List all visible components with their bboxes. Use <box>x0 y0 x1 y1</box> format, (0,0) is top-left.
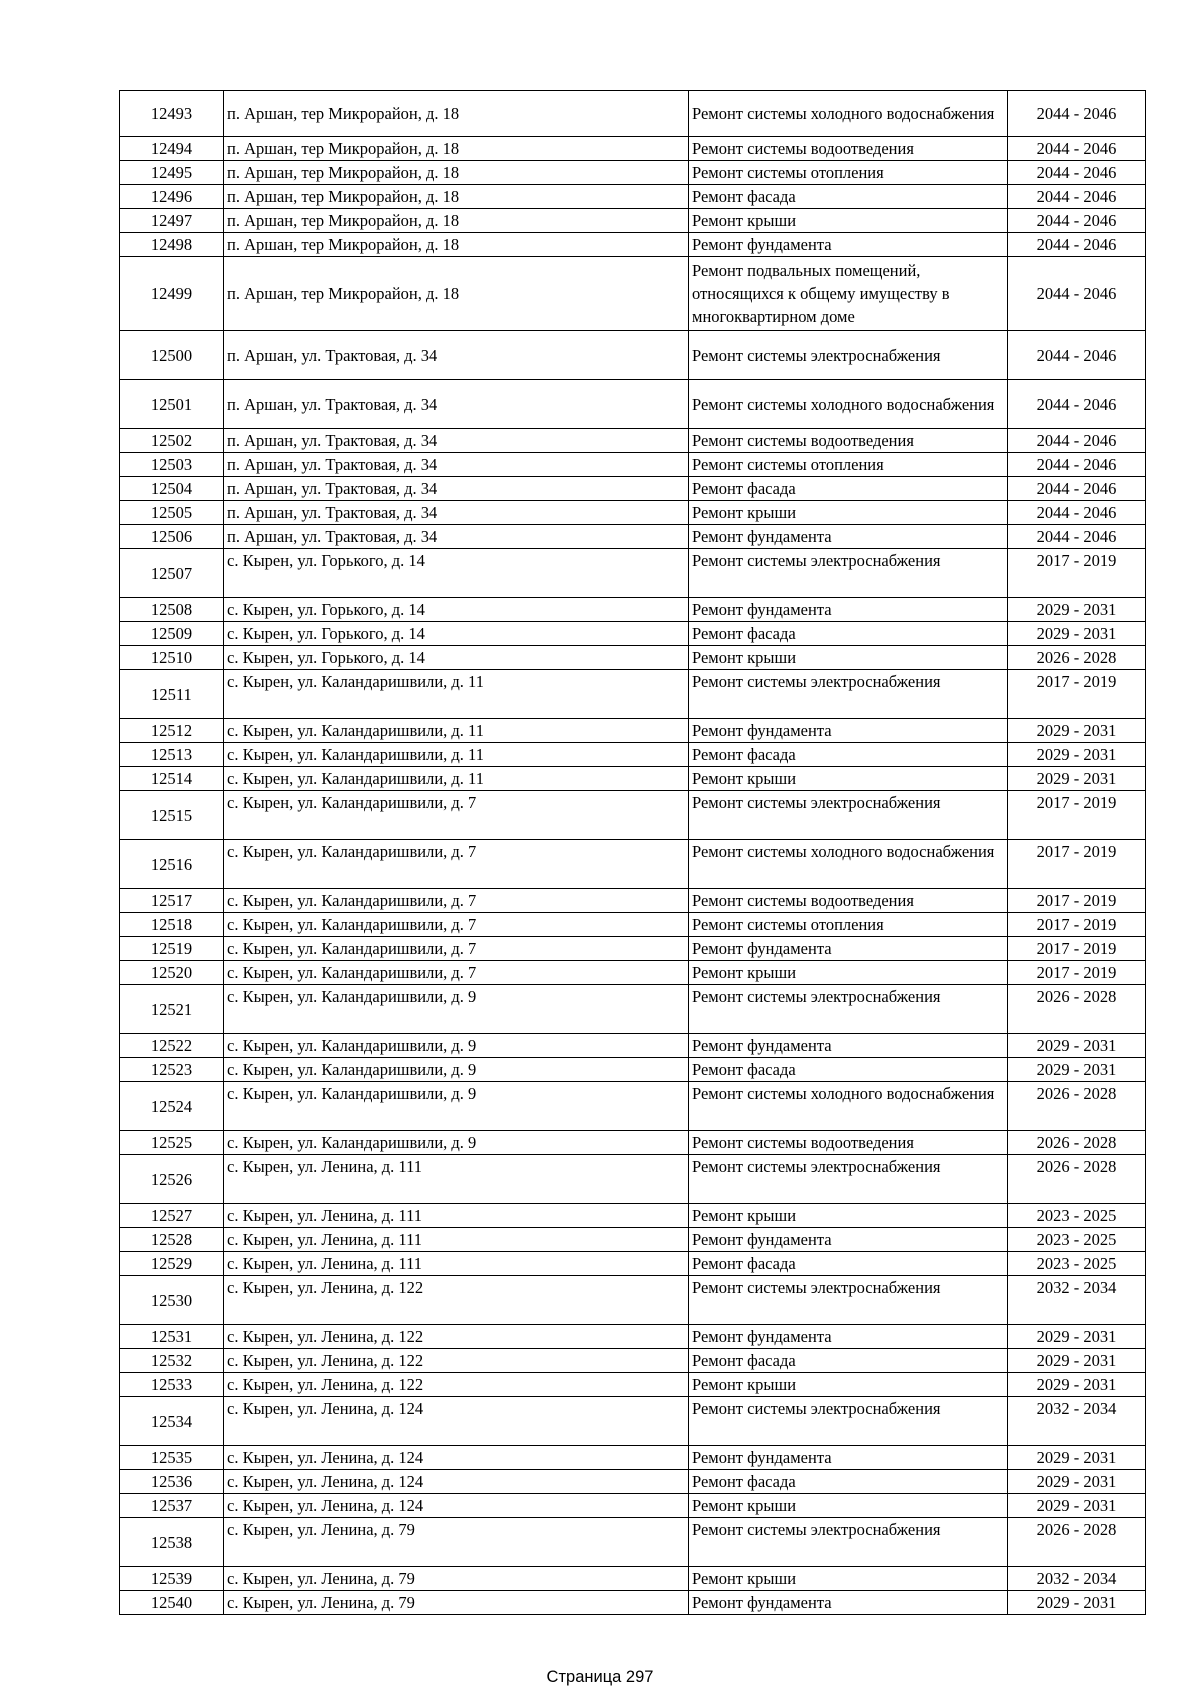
row-period: 2029 - 2031 <box>1008 1494 1146 1518</box>
row-period: 2044 - 2046 <box>1008 380 1146 429</box>
row-period: 2029 - 2031 <box>1008 598 1146 622</box>
row-address: с. Кырен, ул. Каландаришвили, д. 7 <box>224 840 689 889</box>
row-work-type: Ремонт фундамента <box>689 1446 1008 1470</box>
table-row <box>120 209 1146 233</box>
row-period: 2044 - 2046 <box>1008 209 1146 233</box>
row-number: 12538 <box>120 1518 224 1567</box>
row-work-type: Ремонт крыши <box>689 501 1008 525</box>
row-work-type: Ремонт фасада <box>689 1470 1008 1494</box>
row-address: с. Кырен, ул. Каландаришвили, д. 11 <box>224 743 689 767</box>
table-row <box>120 1567 1146 1591</box>
row-number: 12539 <box>120 1567 224 1591</box>
table-row <box>120 1325 1146 1349</box>
table-row <box>120 646 1146 670</box>
row-address: п. Аршан, ул. Трактовая, д. 34 <box>224 477 689 501</box>
row-work-type: Ремонт системы водоотведения <box>689 889 1008 913</box>
table-row <box>120 549 1146 598</box>
works-table <box>119 90 1146 1615</box>
row-work-type: Ремонт крыши <box>689 767 1008 791</box>
table-row <box>120 257 1146 331</box>
row-number: 12518 <box>120 913 224 937</box>
row-address: с. Кырен, ул. Каландаришвили, д. 7 <box>224 889 689 913</box>
row-address: с. Кырен, ул. Ленина, д. 124 <box>224 1446 689 1470</box>
table-row <box>120 1373 1146 1397</box>
table-row <box>120 477 1146 501</box>
row-work-type: Ремонт системы электроснабжения <box>689 791 1008 840</box>
row-work-type: Ремонт системы электроснабжения <box>689 1276 1008 1325</box>
row-number: 12540 <box>120 1591 224 1615</box>
row-work-type: Ремонт крыши <box>689 646 1008 670</box>
works-table-body <box>120 91 1146 1615</box>
table-row <box>120 91 1146 137</box>
table-row <box>120 331 1146 380</box>
row-number: 12505 <box>120 501 224 525</box>
row-work-type: Ремонт системы холодного водоснабжения <box>689 840 1008 889</box>
row-address: с. Кырен, ул. Ленина, д. 111 <box>224 1228 689 1252</box>
row-period: 2044 - 2046 <box>1008 429 1146 453</box>
row-address: п. Аршан, ул. Трактовая, д. 34 <box>224 501 689 525</box>
row-period: 2029 - 2031 <box>1008 1349 1146 1373</box>
table-row <box>120 743 1146 767</box>
row-period: 2017 - 2019 <box>1008 961 1146 985</box>
row-period: 2029 - 2031 <box>1008 1058 1146 1082</box>
row-period: 2017 - 2019 <box>1008 889 1146 913</box>
table-row <box>120 1034 1146 1058</box>
row-period: 2029 - 2031 <box>1008 743 1146 767</box>
row-address: п. Аршан, ул. Трактовая, д. 34 <box>224 453 689 477</box>
row-number: 12493 <box>120 91 224 137</box>
row-number: 12520 <box>120 961 224 985</box>
row-address: с. Кырен, ул. Горького, д. 14 <box>224 549 689 598</box>
row-period: 2029 - 2031 <box>1008 622 1146 646</box>
row-period: 2044 - 2046 <box>1008 91 1146 137</box>
table-row <box>120 1397 1146 1446</box>
row-work-type: Ремонт системы холодного водоснабжения <box>689 91 1008 137</box>
table-row <box>120 380 1146 429</box>
row-work-type: Ремонт крыши <box>689 209 1008 233</box>
row-number: 12502 <box>120 429 224 453</box>
table-row <box>120 161 1146 185</box>
row-number: 12498 <box>120 233 224 257</box>
row-number: 12497 <box>120 209 224 233</box>
table-row <box>120 889 1146 913</box>
table-row <box>120 1058 1146 1082</box>
row-number: 12513 <box>120 743 224 767</box>
row-period: 2017 - 2019 <box>1008 913 1146 937</box>
row-period: 2032 - 2034 <box>1008 1276 1146 1325</box>
row-work-type: Ремонт фасада <box>689 1252 1008 1276</box>
row-work-type: Ремонт системы водоотведения <box>689 1131 1008 1155</box>
table-row <box>120 1082 1146 1131</box>
row-period: 2029 - 2031 <box>1008 1034 1146 1058</box>
row-address: с. Кырен, ул. Горького, д. 14 <box>224 622 689 646</box>
row-period: 2026 - 2028 <box>1008 1131 1146 1155</box>
table-row <box>120 1276 1146 1325</box>
table-row <box>120 670 1146 719</box>
table-row <box>120 913 1146 937</box>
row-number: 12510 <box>120 646 224 670</box>
row-number: 12516 <box>120 840 224 889</box>
row-period: 2044 - 2046 <box>1008 233 1146 257</box>
table-row <box>120 622 1146 646</box>
row-number: 12523 <box>120 1058 224 1082</box>
row-address: с. Кырен, ул. Ленина, д. 124 <box>224 1470 689 1494</box>
row-work-type: Ремонт крыши <box>689 1373 1008 1397</box>
row-work-type: Ремонт фундамента <box>689 719 1008 743</box>
row-period: 2044 - 2046 <box>1008 501 1146 525</box>
row-work-type: Ремонт фундамента <box>689 525 1008 549</box>
row-period: 2044 - 2046 <box>1008 477 1146 501</box>
row-work-type: Ремонт фасада <box>689 477 1008 501</box>
row-number: 12499 <box>120 257 224 331</box>
row-address: с. Кырен, ул. Каландаришвили, д. 7 <box>224 961 689 985</box>
row-number: 12525 <box>120 1131 224 1155</box>
row-number: 12526 <box>120 1155 224 1204</box>
row-work-type: Ремонт фасада <box>689 1349 1008 1373</box>
row-period: 2026 - 2028 <box>1008 1155 1146 1204</box>
row-period: 2029 - 2031 <box>1008 767 1146 791</box>
row-number: 12522 <box>120 1034 224 1058</box>
row-work-type: Ремонт крыши <box>689 961 1008 985</box>
row-address: с. Кырен, ул. Каландаришвили, д. 9 <box>224 1034 689 1058</box>
row-number: 12531 <box>120 1325 224 1349</box>
row-address: с. Кырен, ул. Горького, д. 14 <box>224 598 689 622</box>
row-period: 2044 - 2046 <box>1008 161 1146 185</box>
row-address: с. Кырен, ул. Ленина, д. 122 <box>224 1349 689 1373</box>
row-work-type: Ремонт крыши <box>689 1494 1008 1518</box>
row-period: 2032 - 2034 <box>1008 1397 1146 1446</box>
row-number: 12537 <box>120 1494 224 1518</box>
row-period: 2044 - 2046 <box>1008 185 1146 209</box>
row-work-type: Ремонт фундамента <box>689 1034 1008 1058</box>
table-row <box>120 1446 1146 1470</box>
row-period: 2029 - 2031 <box>1008 1325 1146 1349</box>
row-number: 12501 <box>120 380 224 429</box>
row-number: 12496 <box>120 185 224 209</box>
row-address: с. Кырен, ул. Горького, д. 14 <box>224 646 689 670</box>
row-number: 12514 <box>120 767 224 791</box>
row-number: 12530 <box>120 1276 224 1325</box>
table-row <box>120 1494 1146 1518</box>
row-work-type: Ремонт системы электроснабжения <box>689 1155 1008 1204</box>
table-row <box>120 767 1146 791</box>
row-address: с. Кырен, ул. Ленина, д. 124 <box>224 1494 689 1518</box>
table-row <box>120 1591 1146 1615</box>
row-address: с. Кырен, ул. Каландаришвили, д. 11 <box>224 719 689 743</box>
row-address: п. Аршан, тер Микрорайон, д. 18 <box>224 257 689 331</box>
row-period: 2017 - 2019 <box>1008 840 1146 889</box>
row-work-type: Ремонт фасада <box>689 1058 1008 1082</box>
table-row <box>120 1131 1146 1155</box>
row-work-type: Ремонт фасада <box>689 743 1008 767</box>
row-period: 2029 - 2031 <box>1008 1446 1146 1470</box>
row-address: с. Кырен, ул. Каландаришвили, д. 11 <box>224 670 689 719</box>
row-period: 2029 - 2031 <box>1008 719 1146 743</box>
row-address: с. Кырен, ул. Каландаришвили, д. 9 <box>224 1082 689 1131</box>
row-period: 2023 - 2025 <box>1008 1204 1146 1228</box>
row-work-type: Ремонт системы отопления <box>689 161 1008 185</box>
row-period: 2044 - 2046 <box>1008 525 1146 549</box>
table-row <box>120 840 1146 889</box>
row-period: 2023 - 2025 <box>1008 1252 1146 1276</box>
row-address: с. Кырен, ул. Каландаришвили, д. 9 <box>224 1058 689 1082</box>
row-number: 12519 <box>120 937 224 961</box>
row-work-type: Ремонт фундамента <box>689 937 1008 961</box>
row-address: с. Кырен, ул. Ленина, д. 122 <box>224 1373 689 1397</box>
row-work-type: Ремонт фундамента <box>689 1228 1008 1252</box>
row-number: 12494 <box>120 137 224 161</box>
row-address: с. Кырен, ул. Ленина, д. 111 <box>224 1252 689 1276</box>
row-work-type: Ремонт системы электроснабжения <box>689 1397 1008 1446</box>
row-work-type: Ремонт системы отопления <box>689 453 1008 477</box>
table-row <box>120 429 1146 453</box>
row-number: 12506 <box>120 525 224 549</box>
row-period: 2017 - 2019 <box>1008 937 1146 961</box>
table-row <box>120 1228 1146 1252</box>
row-number: 12534 <box>120 1397 224 1446</box>
row-period: 2017 - 2019 <box>1008 670 1146 719</box>
row-number: 12495 <box>120 161 224 185</box>
row-number: 12509 <box>120 622 224 646</box>
row-period: 2026 - 2028 <box>1008 1082 1146 1131</box>
table-row <box>120 137 1146 161</box>
row-number: 12521 <box>120 985 224 1034</box>
table-row <box>120 185 1146 209</box>
table-row <box>120 985 1146 1034</box>
row-period: 2017 - 2019 <box>1008 549 1146 598</box>
row-number: 12517 <box>120 889 224 913</box>
row-period: 2044 - 2046 <box>1008 331 1146 380</box>
row-number: 12536 <box>120 1470 224 1494</box>
row-work-type: Ремонт системы холодного водоснабжения <box>689 380 1008 429</box>
table-row <box>120 1252 1146 1276</box>
row-address: п. Аршан, тер Микрорайон, д. 18 <box>224 185 689 209</box>
row-address: с. Кырен, ул. Каландаришвили, д. 11 <box>224 767 689 791</box>
row-address: п. Аршан, тер Микрорайон, д. 18 <box>224 209 689 233</box>
row-number: 12524 <box>120 1082 224 1131</box>
row-work-type: Ремонт крыши <box>689 1204 1008 1228</box>
row-period: 2017 - 2019 <box>1008 791 1146 840</box>
row-number: 12500 <box>120 331 224 380</box>
row-address: с. Кырен, ул. Ленина, д. 79 <box>224 1567 689 1591</box>
row-number: 12529 <box>120 1252 224 1276</box>
row-address: с. Кырен, ул. Ленина, д. 111 <box>224 1155 689 1204</box>
row-number: 12535 <box>120 1446 224 1470</box>
table-row <box>120 525 1146 549</box>
page-number: Страница 297 <box>546 1668 654 1686</box>
row-number: 12532 <box>120 1349 224 1373</box>
row-number: 12503 <box>120 453 224 477</box>
row-address: п. Аршан, тер Микрорайон, д. 18 <box>224 161 689 185</box>
row-work-type: Ремонт системы электроснабжения <box>689 985 1008 1034</box>
row-work-type: Ремонт системы электроснабжения <box>689 331 1008 380</box>
table-row <box>120 1470 1146 1494</box>
table-row <box>120 453 1146 477</box>
row-period: 2044 - 2046 <box>1008 137 1146 161</box>
row-address: с. Кырен, ул. Каландаришвили, д. 7 <box>224 937 689 961</box>
row-number: 12507 <box>120 549 224 598</box>
table-row <box>120 719 1146 743</box>
row-address: с. Кырен, ул. Каландаришвили, д. 9 <box>224 1131 689 1155</box>
table-row <box>120 791 1146 840</box>
row-address: с. Кырен, ул. Ленина, д. 122 <box>224 1325 689 1349</box>
row-address: с. Кырен, ул. Ленина, д. 122 <box>224 1276 689 1325</box>
row-work-type: Ремонт системы отопления <box>689 913 1008 937</box>
row-work-type: Ремонт фундамента <box>689 1591 1008 1615</box>
table-row <box>120 937 1146 961</box>
row-number: 12512 <box>120 719 224 743</box>
row-number: 12504 <box>120 477 224 501</box>
table-row <box>120 1204 1146 1228</box>
row-period: 2044 - 2046 <box>1008 453 1146 477</box>
row-address: с. Кырен, ул. Каландаришвили, д. 9 <box>224 985 689 1034</box>
row-work-type: Ремонт системы водоотведения <box>689 429 1008 453</box>
row-address: п. Аршан, ул. Трактовая, д. 34 <box>224 525 689 549</box>
row-address: п. Аршан, ул. Трактовая, д. 34 <box>224 331 689 380</box>
row-work-type: Ремонт фундамента <box>689 1325 1008 1349</box>
row-address: п. Аршан, тер Микрорайон, д. 18 <box>224 137 689 161</box>
row-address: п. Аршан, ул. Трактовая, д. 34 <box>224 380 689 429</box>
row-work-type: Ремонт фундамента <box>689 233 1008 257</box>
row-work-type: Ремонт системы холодного водоснабжения <box>689 1082 1008 1131</box>
row-period: 2026 - 2028 <box>1008 646 1146 670</box>
table-row <box>120 1518 1146 1567</box>
row-work-type: Ремонт фундамента <box>689 598 1008 622</box>
row-period: 2026 - 2028 <box>1008 1518 1146 1567</box>
row-work-type: Ремонт системы электроснабжения <box>689 670 1008 719</box>
row-address: с. Кырен, ул. Ленина, д. 79 <box>224 1591 689 1615</box>
row-period: 2032 - 2034 <box>1008 1567 1146 1591</box>
row-address: с. Кырен, ул. Каландаришвили, д. 7 <box>224 791 689 840</box>
row-address: с. Кырен, ул. Ленина, д. 111 <box>224 1204 689 1228</box>
row-number: 12527 <box>120 1204 224 1228</box>
row-period: 2029 - 2031 <box>1008 1470 1146 1494</box>
row-number: 12528 <box>120 1228 224 1252</box>
row-work-type: Ремонт фасада <box>689 622 1008 646</box>
table-row <box>120 501 1146 525</box>
row-work-type: Ремонт крыши <box>689 1567 1008 1591</box>
table-row <box>120 1349 1146 1373</box>
row-work-type: Ремонт фасада <box>689 185 1008 209</box>
row-number: 12533 <box>120 1373 224 1397</box>
row-work-type: Ремонт подвальных помещений, относящихся к общему имуществу в многоквартирном доме <box>689 257 1008 331</box>
row-address: с. Кырен, ул. Ленина, д. 79 <box>224 1518 689 1567</box>
row-work-type: Ремонт системы электроснабжения <box>689 1518 1008 1567</box>
row-address: п. Аршан, ул. Трактовая, д. 34 <box>224 429 689 453</box>
row-address: с. Кырен, ул. Каландаришвили, д. 7 <box>224 913 689 937</box>
row-period: 2044 - 2046 <box>1008 257 1146 331</box>
row-work-type: Ремонт системы водоотведения <box>689 137 1008 161</box>
row-number: 12508 <box>120 598 224 622</box>
table-row <box>120 961 1146 985</box>
row-address: п. Аршан, тер Микрорайон, д. 18 <box>224 91 689 137</box>
table-row <box>120 1155 1146 1204</box>
row-period: 2029 - 2031 <box>1008 1591 1146 1615</box>
table-row <box>120 233 1146 257</box>
row-number: 12511 <box>120 670 224 719</box>
row-number: 12515 <box>120 791 224 840</box>
row-period: 2023 - 2025 <box>1008 1228 1146 1252</box>
table-row <box>120 598 1146 622</box>
row-period: 2026 - 2028 <box>1008 985 1146 1034</box>
row-period: 2029 - 2031 <box>1008 1373 1146 1397</box>
row-address: п. Аршан, тер Микрорайон, д. 18 <box>224 233 689 257</box>
row-work-type: Ремонт системы электроснабжения <box>689 549 1008 598</box>
row-address: с. Кырен, ул. Ленина, д. 124 <box>224 1397 689 1446</box>
